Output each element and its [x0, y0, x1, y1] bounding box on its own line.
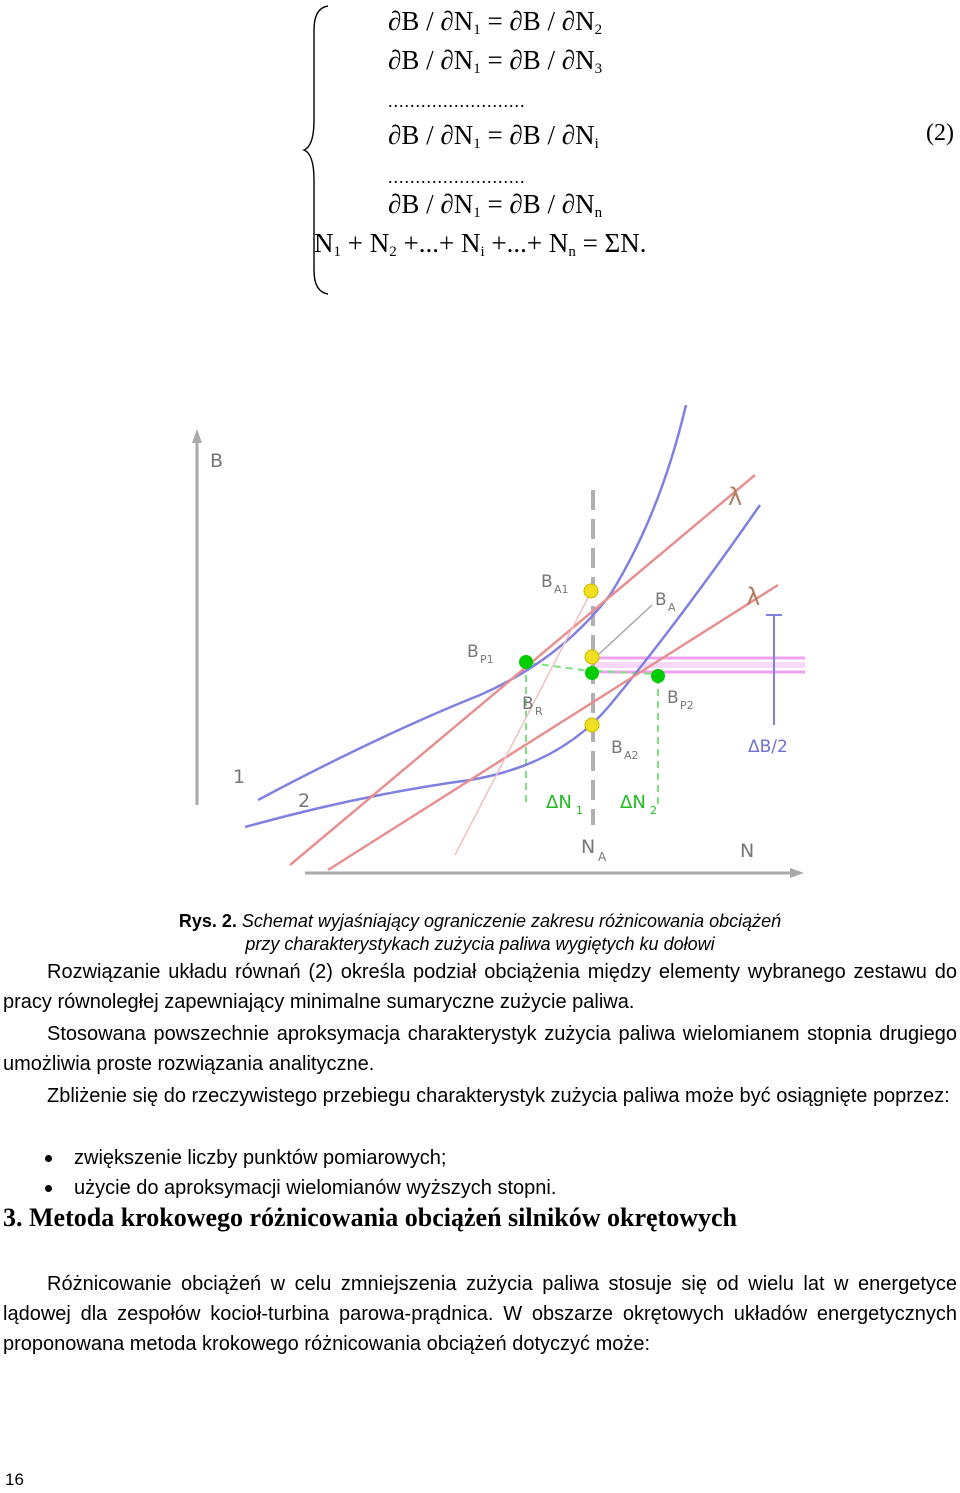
lambda-label-2: λ	[746, 583, 761, 611]
figure-caption	[0, 910, 960, 933]
caption-label: Rys. 2.	[178, 911, 237, 931]
lambda-label-1: λ	[728, 483, 743, 511]
point-a2	[585, 718, 599, 732]
paragraph-1: Rozwiązanie układu równań (2) określa podział obciążenia między elementy wybranego zestawu do pracy równoległej zapewniający minimalne sumaryczne zużycie paliwa.	[3, 961, 957, 1013]
point-p2	[651, 669, 665, 683]
figure-diagram	[0, 395, 960, 895]
label-delta-n2	[620, 792, 657, 817]
axes	[192, 429, 804, 878]
equation-sum: $N_1 + N_2$ +...+ $N_i$ +...+ $N_n = \Sigma N$.	[314, 228, 647, 260]
equation-system	[300, 0, 960, 300]
bullet-list	[0, 1143, 960, 1203]
y-axis-label: B	[210, 450, 224, 472]
tangent-line-2	[328, 585, 778, 870]
svg-text:N: N	[581, 836, 596, 858]
svg-text:ΔN: ΔN	[546, 792, 572, 813]
svg-text:P2: P2	[680, 699, 694, 712]
paragraph-3: Zbliżenie się do rzeczywistego przebiegu charakterystyk zużycia paliwa może być osiągnięte poprzez:	[47, 1085, 950, 1107]
equation-dots-2: .........................	[388, 167, 526, 187]
label-b-a2	[611, 738, 639, 762]
page-number: 16	[5, 1470, 24, 1489]
list-item: użycie do aproksymacji wielomianów wyższych stopni.	[0, 1173, 960, 1203]
equation-line-i: $\partial B / \partial N_1 = \partial B / \partial N_i$	[388, 120, 599, 152]
equation-dots-1: .........................	[388, 91, 526, 111]
delta-b-marker	[766, 615, 782, 725]
curve-label-2: 2	[298, 790, 311, 812]
svg-text:R: R	[535, 705, 543, 718]
label-delta-n1	[546, 792, 583, 817]
point-a	[585, 650, 599, 664]
list-item: zwiększenie liczby punktów pomiarowych;	[0, 1143, 960, 1173]
label-b-a	[655, 590, 676, 614]
svg-text:P1: P1	[480, 653, 494, 666]
paragraph-2: Stosowana powszechnie aproksymacja charakterystyk zużycia paliwa wielomianem stopnia drugiego umożliwia proste rozwiązania analityczne.	[3, 1023, 957, 1075]
label-b-p1	[467, 642, 494, 666]
equation-line-2: $\partial B / \partial N_1 = \partial B / \partial N_3$	[388, 45, 603, 77]
equation-line-1: $\partial B / \partial N_1 = \partial B / \partial N_2$	[388, 6, 603, 38]
curve-label-1: 1	[233, 766, 246, 788]
x-axis-label: N	[740, 840, 755, 862]
section-heading: 3. Metoda krokowego różnicowania obciążeń silników okrętowych	[3, 1203, 737, 1232]
label-delta-b: ΔB/2	[748, 737, 788, 757]
tangent-line-1	[290, 475, 755, 865]
point-a1	[584, 584, 598, 598]
svg-text:B: B	[655, 590, 667, 610]
equation-number: (2)	[926, 120, 954, 146]
svg-text:A1: A1	[554, 583, 569, 596]
svg-text:A: A	[668, 601, 676, 614]
svg-text:B: B	[467, 642, 479, 662]
svg-text:B: B	[522, 694, 534, 714]
label-b-p2	[667, 688, 694, 712]
svg-text:B: B	[541, 572, 553, 592]
svg-text:A: A	[598, 850, 607, 864]
point-r	[585, 666, 599, 680]
svg-text:A2: A2	[624, 749, 639, 762]
svg-text:B: B	[611, 738, 623, 758]
equation-line-n: $\partial B / \partial N_1 = \partial B / \partial N_n$	[388, 189, 603, 221]
svg-text:2: 2	[650, 804, 657, 817]
point-p1	[519, 655, 533, 669]
svg-text:B: B	[667, 688, 679, 708]
svg-text:ΔN: ΔN	[620, 792, 646, 813]
paragraph-4: Różnicowanie obciążeń w celu zmniejszenia zużycia paliwa stosuje się od wielu lat w energetyce lądowej dla zespołów kocioł-turbina parowa-prądnica. W obszarze okrętowych układów energetycznych proponowana metoda krokowego różnicowania obciążeń dotyczyć może:	[3, 1273, 957, 1355]
label-b-a1	[541, 572, 569, 596]
x-mark-na	[581, 836, 607, 864]
caption-line-1: Schemat wyjaśniający ograniczenie zakresu różnicowania obciążeń	[236, 911, 782, 931]
figure-caption-line-2: przy charakterystykach zużycia paliwa wygiętych ku dołowi	[245, 934, 715, 954]
leader-line	[598, 605, 652, 655]
svg-text:1: 1	[576, 804, 583, 817]
